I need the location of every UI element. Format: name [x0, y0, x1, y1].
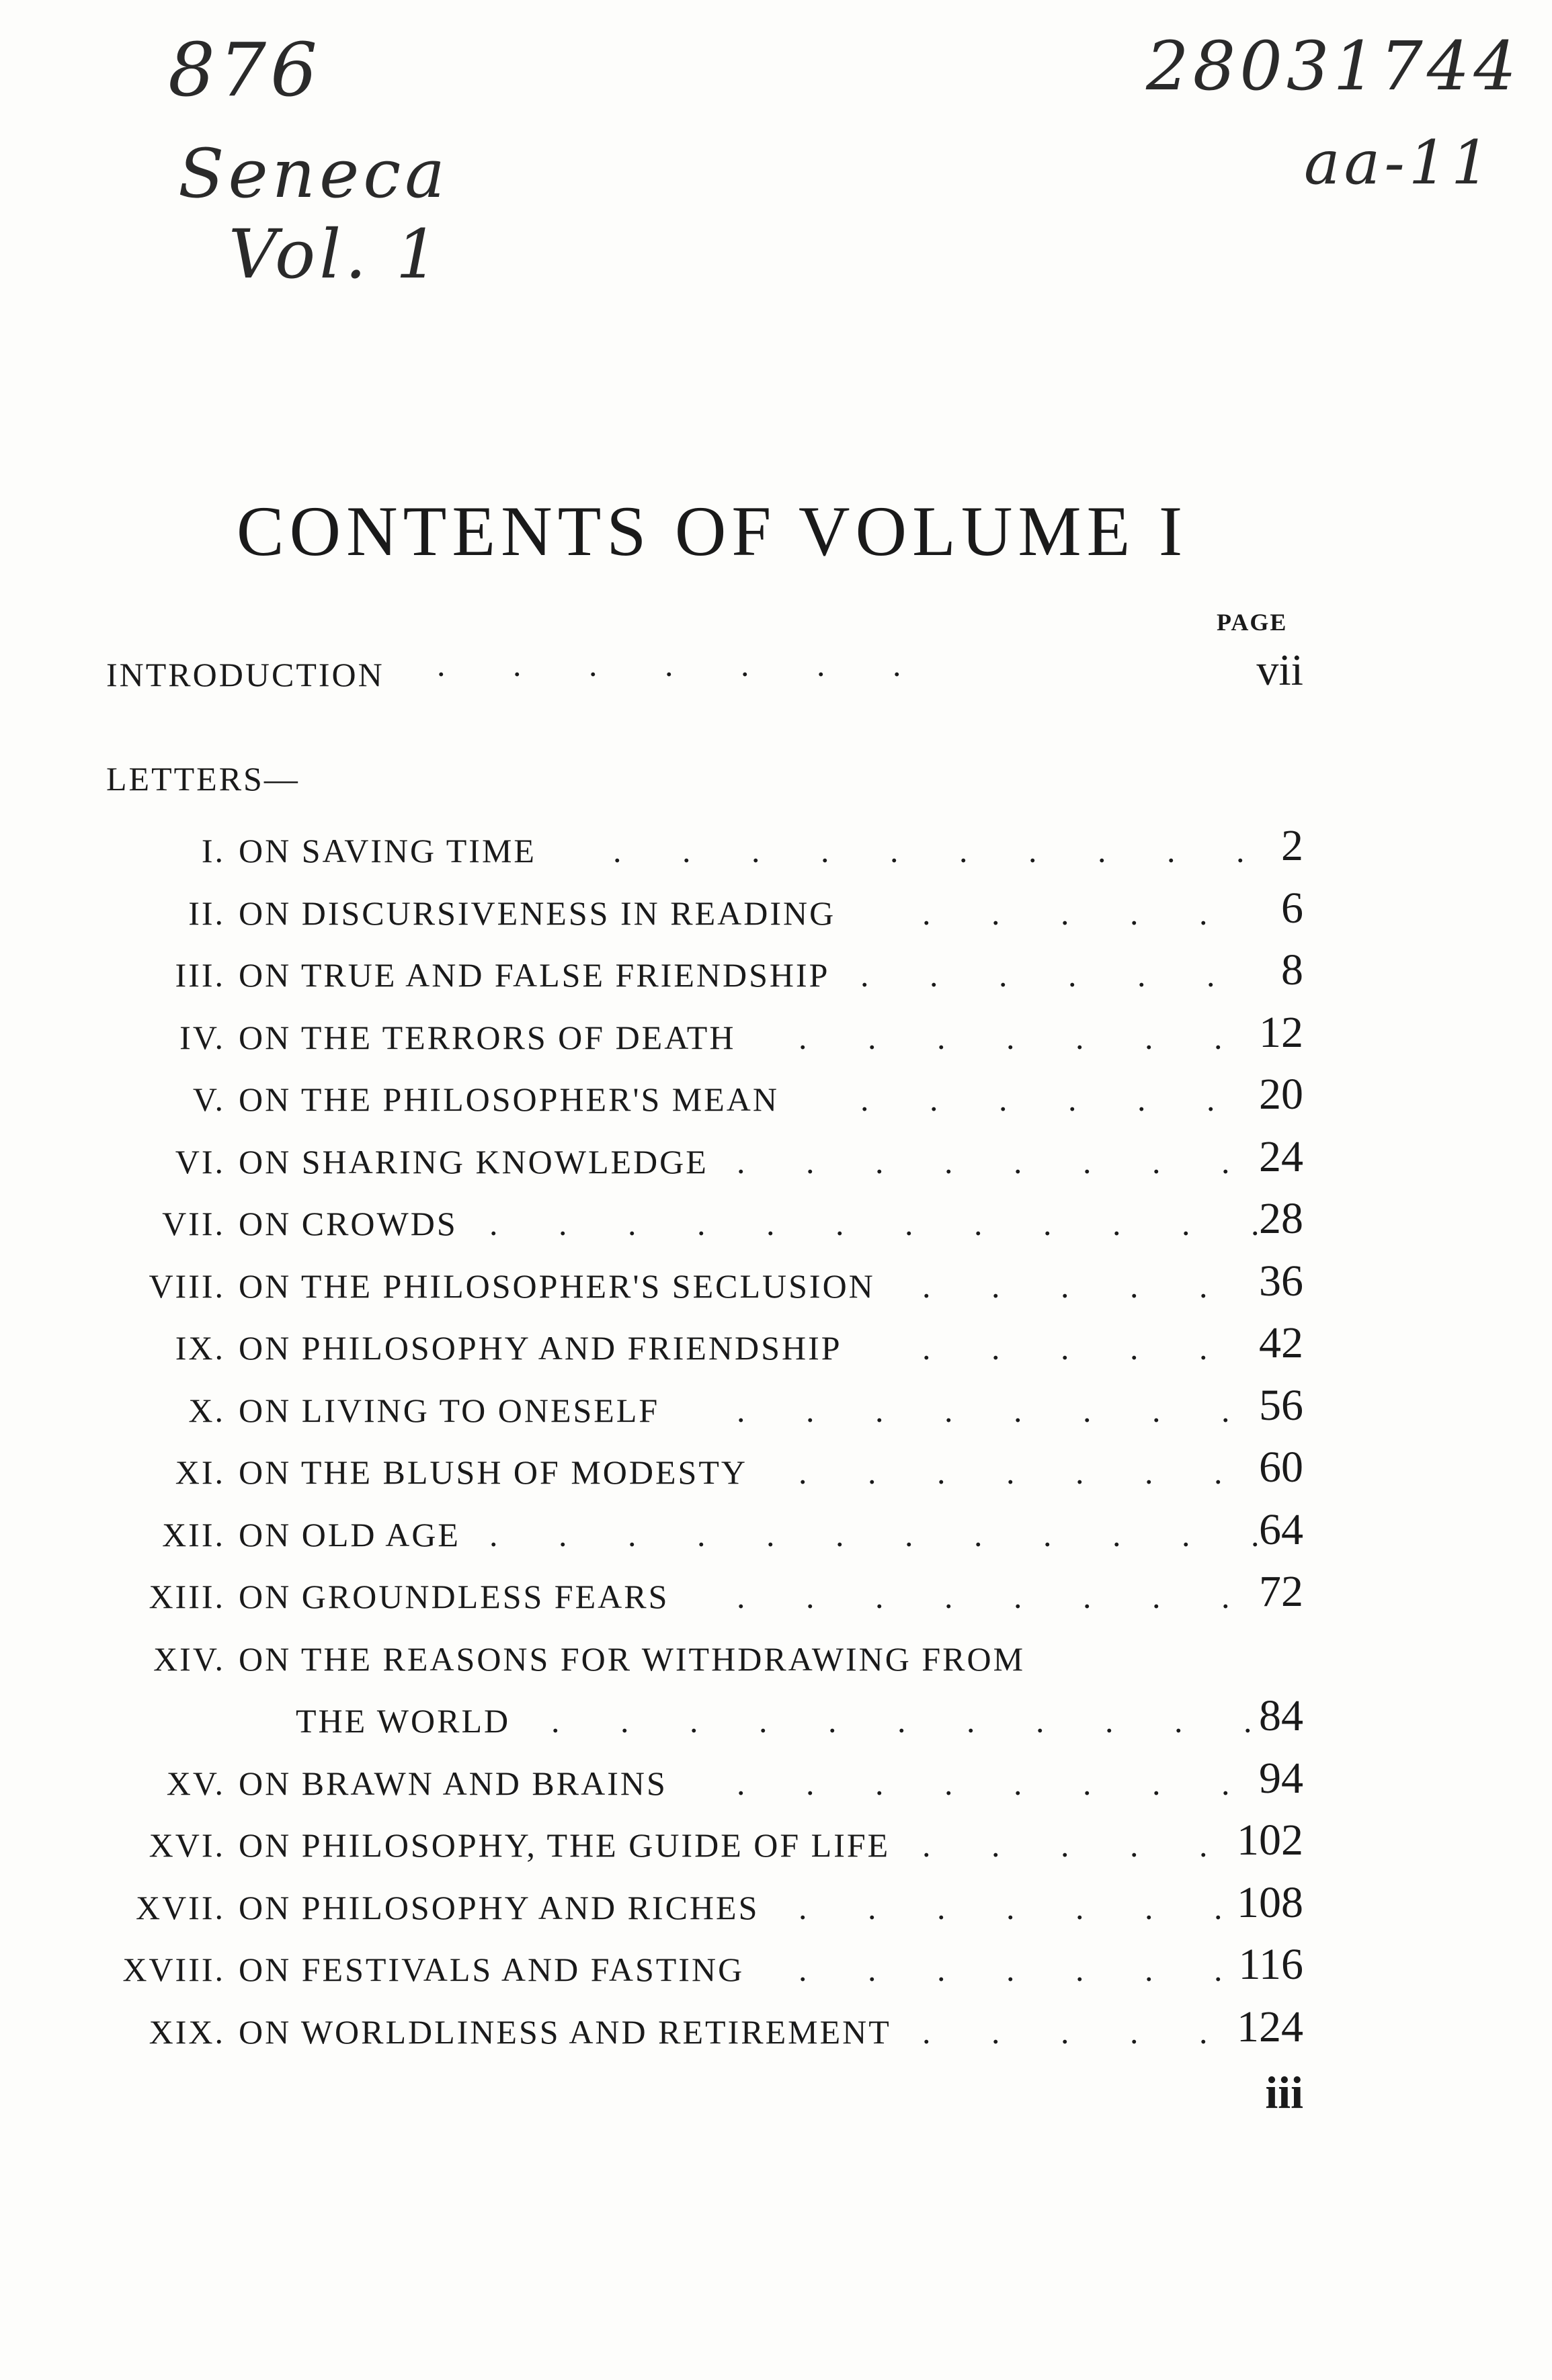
leader-dots: . . . . . . . .: [737, 1578, 1230, 1615]
letter-title: ON THE BLUSH OF MODESTY: [239, 1453, 748, 1491]
letter-title: ON TRUE AND FALSE FRIENDSHIP: [239, 956, 830, 994]
letter-page: 42: [1259, 1318, 1303, 1367]
letter-title: ON THE TERRORS OF DEATH: [239, 1018, 736, 1056]
leader-dots: . . . . .: [922, 1267, 1208, 1305]
leader-dots: . . . . . . .: [799, 1951, 1223, 1988]
letter-number: VII.: [162, 1205, 225, 1242]
letter-page: 102: [1237, 1816, 1303, 1865]
letter-number: XV.: [166, 1764, 225, 1802]
letter-number: XIV.: [153, 1640, 225, 1678]
leader-dots: . . . . . .: [860, 956, 1215, 994]
letter-number: XIX.: [149, 2012, 225, 2051]
leader-dots: . . . . . . .: [799, 1888, 1223, 1926]
letter-page: 72: [1259, 1567, 1303, 1616]
letter-page: 36: [1259, 1256, 1303, 1306]
letter-title: ON DISCURSIVENESS IN READING: [239, 894, 836, 932]
leader-dots: . . . . . . . . . . . .: [489, 1515, 1260, 1554]
leader-dots: . . . . . . . .: [737, 1142, 1230, 1181]
handwritten-volume: Vol. 1: [229, 215, 443, 294]
letter-page: 94: [1259, 1753, 1303, 1803]
letter-page: 6: [1281, 883, 1303, 933]
handwritten-call-number: 876: [168, 27, 321, 113]
letter-title-continuation: THE WORLD: [296, 1702, 511, 1740]
letter-page: 124: [1237, 2002, 1303, 2051]
leader-dots: . . . . . . . . . .: [613, 832, 1245, 869]
letter-title: ON SAVING TIME: [239, 832, 536, 869]
handwritten-accession-number: 28031744: [1146, 27, 1520, 105]
letter-page: 24: [1259, 1132, 1303, 1181]
letter-title: ON PHILOSOPHY AND RICHES: [239, 1888, 760, 1926]
handwritten-title: Seneca: [178, 134, 449, 213]
letter-number: X.: [188, 1391, 225, 1429]
letter-page: 116: [1238, 1940, 1303, 1989]
letter-number: I.: [201, 832, 225, 869]
letter-title: ON WORLDLINESS AND RETIREMENT: [239, 2012, 891, 2051]
introduction-page: vii: [1256, 646, 1303, 695]
page-column-heading: PAGE: [1217, 609, 1288, 636]
leader-dots: . . . . . . . . . . .: [551, 1702, 1252, 1740]
letter-page: 60: [1259, 1443, 1303, 1492]
letter-title: ON THE PHILOSOPHER'S MEAN: [239, 1080, 779, 1118]
letter-page: 12: [1259, 1007, 1303, 1057]
leader-dots: . . . . .: [922, 1826, 1208, 1864]
leader-dots: . . . . .: [922, 1329, 1208, 1367]
letter-page: 20: [1259, 1070, 1303, 1119]
letter-title: ON FESTIVALS AND FASTING: [239, 1951, 745, 1988]
footer-page-number: iii: [1265, 2067, 1303, 2118]
letter-page: 84: [1259, 1691, 1303, 1740]
letter-number: IX.: [175, 1329, 225, 1367]
letter-number: XI.: [175, 1453, 225, 1491]
letter-title: ON LIVING TO ONESELF: [239, 1391, 660, 1429]
letter-page: 108: [1237, 1877, 1303, 1927]
letter-title: ON OLD AGE: [239, 1515, 460, 1554]
letter-number: VIII.: [149, 1267, 225, 1305]
letter-number: XII.: [162, 1515, 225, 1554]
letter-number: XVII.: [135, 1888, 225, 1926]
letter-title: ON GROUNDLESS FEARS: [239, 1578, 669, 1615]
letter-number: II.: [188, 894, 225, 932]
letter-title: ON PHILOSOPHY AND FRIENDSHIP: [239, 1329, 842, 1367]
letters-label: LETTERS—: [106, 760, 300, 798]
letter-title: ON BRAWN AND BRAINS: [239, 1764, 667, 1802]
leader-dots: . . . . . . . . . . . .: [489, 1205, 1260, 1242]
letter-title: ON CROWDS: [239, 1205, 458, 1242]
letter-number: XIII.: [149, 1578, 225, 1615]
letter-title: ON SHARING KNOWLEDGE: [239, 1142, 708, 1181]
leader-dots: . . . . .: [922, 894, 1208, 932]
letter-number: III.: [175, 956, 225, 994]
leader-dots: . . . . . . .: [437, 646, 901, 683]
letter-page: 28: [1259, 1194, 1303, 1243]
letter-title: ON THE REASONS FOR WITHDRAWING FROM: [239, 1640, 1026, 1678]
introduction-label: INTRODUCTION: [106, 656, 384, 693]
letter-number: IV.: [179, 1018, 225, 1056]
leader-dots: . . . . . . .: [799, 1453, 1223, 1491]
letter-title: ON THE PHILOSOPHER'S SECLUSION: [239, 1267, 875, 1305]
letter-number: VI.: [175, 1142, 225, 1181]
letter-page: 64: [1259, 1504, 1303, 1554]
letter-page: 56: [1259, 1380, 1303, 1430]
leader-dots: . . . . . .: [860, 1080, 1215, 1118]
letter-title: ON PHILOSOPHY, THE GUIDE OF LIFE: [239, 1826, 891, 1864]
page-title: CONTENTS OF VOLUME I: [236, 492, 1188, 570]
letter-number: V.: [192, 1080, 225, 1118]
letter-number: XVI.: [149, 1826, 225, 1864]
letter-page: 2: [1281, 821, 1303, 870]
letter-page: 8: [1281, 945, 1303, 994]
handwritten-mark: aa-11: [1304, 128, 1494, 198]
leader-dots: . . . . .: [922, 2012, 1208, 2051]
leader-dots: . . . . . . . .: [737, 1764, 1230, 1802]
leader-dots: . . . . . . .: [799, 1018, 1223, 1056]
leader-dots: . . . . . . . .: [737, 1391, 1230, 1429]
letter-number: XVIII.: [122, 1951, 225, 1988]
